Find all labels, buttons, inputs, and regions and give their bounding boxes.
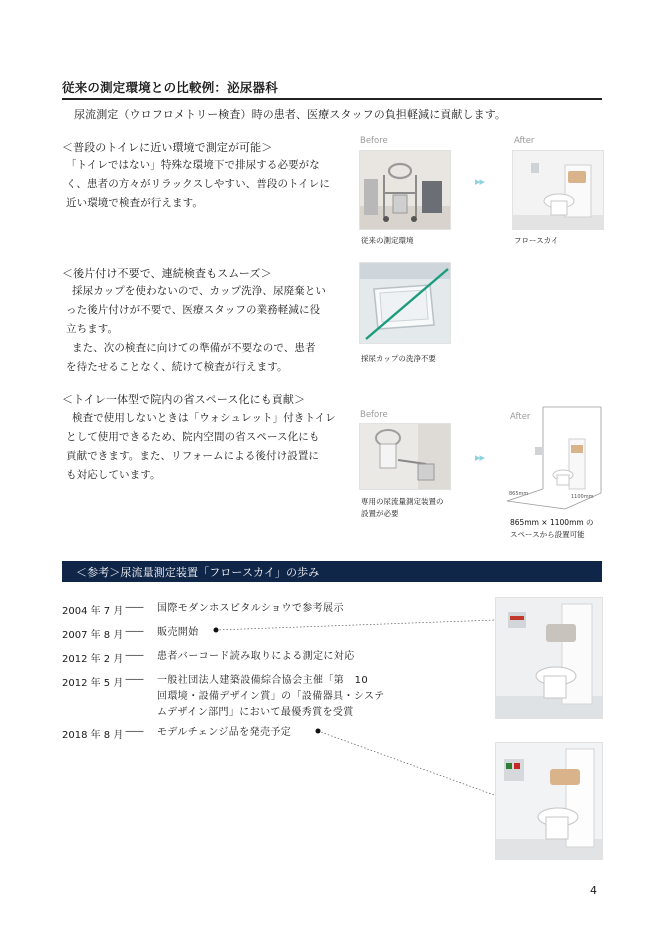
timeline-event-line: 販売開始 xyxy=(157,627,199,638)
section-3-heading: ＜トイレ一体型で院内の省スペース化にも貢献＞ xyxy=(62,393,306,406)
timeline-dash: —— xyxy=(125,674,143,685)
section-1-line: く、患者の方々がリラックスしやすい、普段のトイレに xyxy=(66,178,330,190)
section-3-line: 貢献できます。また、リフォームによる後付け設置に xyxy=(66,450,320,462)
caption-line: スペースから設置可能 xyxy=(510,530,585,539)
caption-line: 865mm × 1100mm の xyxy=(510,518,594,527)
section-2-line: を待たせることなく、続けて検査が行えます。 xyxy=(66,361,288,373)
leader-dot-2018 xyxy=(316,729,321,734)
leader-line-2018 xyxy=(318,731,497,796)
leader-line-2007 xyxy=(216,620,495,630)
timeline-event-line: 患者バーコード読み取りによる測定に対応 xyxy=(157,651,355,662)
flowsky-caption: フロースカイ xyxy=(514,236,559,245)
section-1-heading: ＜普段のトイレに近い環境で測定が可能＞ xyxy=(62,141,273,154)
lead-text: 尿流測定（ウロフロメトリー検査）時の患者、医療スタッフの負担軽減に貢献します。 xyxy=(74,108,507,121)
dimension-1100: 1100mm xyxy=(571,494,594,500)
timeline-dash: —— xyxy=(125,626,143,637)
section-1-line: 近い環境で検査が行えます。 xyxy=(66,197,203,209)
timeline-date: 2018 年 8 月 xyxy=(62,730,124,741)
after-label: After xyxy=(514,136,535,146)
section-2-line: った後片付けが不要で、医療スタッフの業務軽減に役 xyxy=(66,304,321,316)
timeline-event-line: 国際モダンホスピタルショウで参考展示 xyxy=(157,603,344,614)
timeline-event-line: ムデザイン部門」において最優秀賞を受賞 xyxy=(157,707,354,718)
caption-line: 設置が必要 xyxy=(361,509,399,518)
traditional-environment-caption: 従来の測定環境 xyxy=(361,236,414,245)
flowsky-2007-photo xyxy=(495,597,603,719)
timeline-dash: —— xyxy=(125,726,143,737)
timeline-dash: —— xyxy=(125,602,143,613)
caption-line: 専用の尿流量測定装置の xyxy=(361,497,444,506)
timeline-event-line: モデルチェンジ品を発売予定 xyxy=(157,727,292,738)
leader-dot-2007 xyxy=(214,628,219,633)
timeline-date: 2004 年 7 月 xyxy=(62,606,124,617)
page-title: 従来の測定環境との比較例：泌尿器科 xyxy=(62,80,278,95)
timeline-dash: —— xyxy=(125,650,143,661)
dimension-865: 865mm xyxy=(509,491,529,497)
timeline-event-line: 一般社団法人建築設備綜合協会主催「第 10 xyxy=(157,675,369,686)
history-band-title: ＜参考＞尿流量測定装置「フロースカイ」の歩み xyxy=(76,566,320,579)
timeline-date: 2012 年 5 月 xyxy=(62,678,124,689)
page-number: 4 xyxy=(590,884,597,897)
timeline-date: 2012 年 2 月 xyxy=(62,654,124,665)
section-2-line: 採尿カップを使わないので、カップ洗浄、尿廃棄とい xyxy=(72,285,326,297)
section-3-line: として使用できるため、院内空間の省スペース化にも xyxy=(66,431,320,443)
section-1-line: 「トイレではない」特殊な環境下で排尿する必要がな xyxy=(66,159,320,171)
arrow-dots-2: ▸▸ xyxy=(475,451,485,464)
timeline-date: 2007 年 8 月 xyxy=(62,630,124,641)
before-label-2: Before xyxy=(360,410,388,420)
section-2-line: 立ちます。 xyxy=(66,323,119,335)
section-3-line: も対応しています。 xyxy=(66,469,161,481)
section-2-heading: ＜後片付け不要で、連続検査もスムーズ＞ xyxy=(62,267,272,280)
flowsky-2018-photo xyxy=(495,742,603,860)
timeline-event-line: 回環境・設備デザイン賞」の「設備器具・システ xyxy=(157,691,385,702)
section-3-line: 検査で使用しないときは「ウォシュレット」付きトイレ xyxy=(72,412,336,424)
arrow-dots-1: ▸▸ xyxy=(475,175,485,188)
before-label: Before xyxy=(360,136,388,146)
after-label-2: After xyxy=(510,412,531,422)
urine-cup-caption: 採尿カップの洗浄不要 xyxy=(361,354,436,363)
section-2-line: また、次の検査に向けての準備が不要なので、患者 xyxy=(72,342,316,354)
